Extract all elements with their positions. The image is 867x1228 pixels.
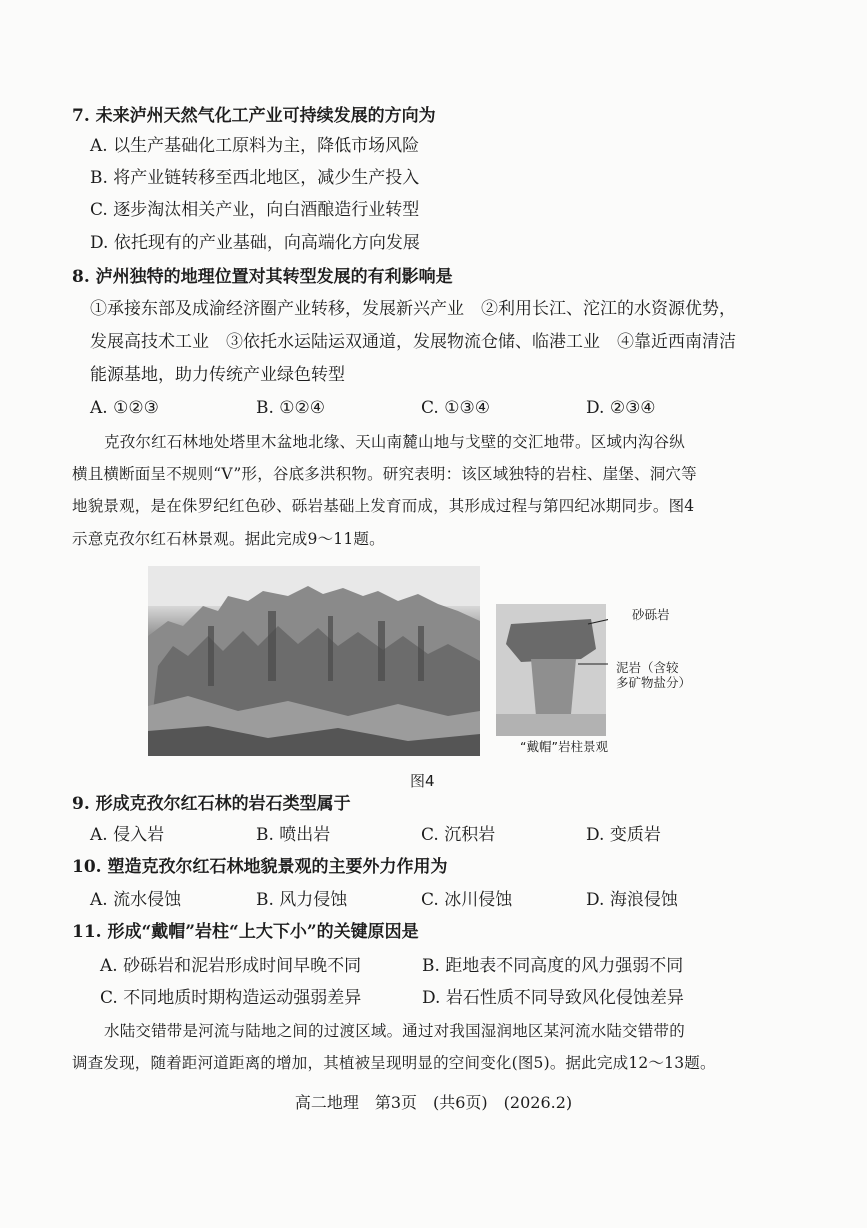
passage2-line-1: 水陆交错带是河流与陆地之间的过渡区域。通过对我国湿润地区某河流水陆交错带的: [104, 1022, 685, 1040]
q8-option-d: D. ②③④: [586, 398, 656, 418]
figure-4: [148, 566, 608, 758]
q8-body-line-2: 发展高技术工业 ③依托水运陆运双通道，发展物流仓储、临港工业 ④靠近西南清洁: [90, 332, 736, 352]
q8-option-b: B. ①②④: [256, 398, 326, 418]
label-sandstone-conglomerate: 砂砾岩: [632, 607, 670, 622]
q10-option-d: D. 海浪侵蚀: [586, 890, 678, 910]
figure-caption: 图4: [410, 772, 435, 790]
passage2-line-2: 调查发现，随着距河道距离的增加，其植被呈现明显的空间变化(图5)。据此完成12～13题。: [72, 1054, 716, 1072]
page-footer: 高二地理 第3页 (共6页) (2026.2): [294, 1093, 573, 1112]
q8-body-line-3: 能源基地，助力传统产业绿色转型: [90, 365, 345, 385]
q11-option-a: A. 砂砾岩和泥岩形成时间早晚不同: [100, 956, 362, 976]
q8-option-a: A. ①②③: [90, 398, 159, 418]
q7-option-d: D. 依托现有的产业基础，向高端化方向发展: [90, 233, 420, 253]
passage1-line-4: 示意克孜尔红石林景观。据此完成9～11题。: [72, 530, 385, 548]
passage1-line-3: 地貌景观，是在侏罗纪红色砂、砾岩基础上发育而成，其形成过程与第四纪冰期同步。图4: [72, 497, 695, 515]
q8-option-c: C. ①③④: [421, 398, 490, 418]
q7-option-b: B. 将产业链转移至西北地区，减少生产投入: [90, 168, 420, 188]
figure-leader-lines: [148, 566, 608, 758]
label-mudstone-2: 多矿物盐分）: [616, 675, 692, 690]
q7-option-c: C. 逐步淘汰相关产业，向白酒酿造行业转型: [90, 200, 420, 220]
q10-option-b: B. 风力侵蚀: [256, 890, 348, 910]
q7-option-a: A. 以生产基础化工原料为主，降低市场风险: [90, 136, 420, 156]
passage1-line-2: 横且横断面呈不规则“V”形，谷底多洪积物。研究表明：该区域独特的岩柱、崖堡、洞穴等: [72, 465, 697, 483]
q7-stem: 7. 未来泸州天然气化工产业可持续发展的方向为: [72, 106, 436, 126]
q9-option-d: D. 变质岩: [586, 825, 661, 845]
label-mudstone-1: 泥岩（含较: [616, 660, 679, 675]
q9-option-a: A. 侵入岩: [90, 825, 165, 845]
inset-caption: “戴帽”岩柱景观: [520, 739, 608, 754]
q8-stem: 8. 泸州独特的地理位置对其转型发展的有利影响是: [72, 267, 453, 287]
q9-stem: 9. 形成克孜尔红石林的岩石类型属于: [72, 794, 351, 814]
passage1-line-1: 克孜尔红石林地处塔里木盆地北缘、天山南麓山地与戈壁的交汇地带。区域内沟谷纵: [104, 433, 685, 451]
q10-option-c: C. 冰川侵蚀: [421, 890, 513, 910]
q10-option-a: A. 流水侵蚀: [90, 890, 182, 910]
q11-option-b: B. 距地表不同高度的风力强弱不同: [422, 956, 684, 976]
q8-body-line-1: ①承接东部及成渝经济圈产业转移，发展新兴产业 ②利用长江、沱江的水资源优势，: [90, 299, 736, 319]
q11-option-c: C. 不同地质时期构造运动强弱差异: [100, 988, 362, 1008]
q11-stem: 11. 形成“戴帽”岩柱“上大下小”的关键原因是: [72, 922, 419, 942]
q9-option-b: B. 喷出岩: [256, 825, 331, 845]
q10-stem: 10. 塑造克孜尔红石林地貌景观的主要外力作用为: [72, 857, 448, 877]
q9-option-c: C. 沉积岩: [421, 825, 496, 845]
q11-option-d: D. 岩石性质不同导致风化侵蚀差异: [422, 988, 684, 1008]
